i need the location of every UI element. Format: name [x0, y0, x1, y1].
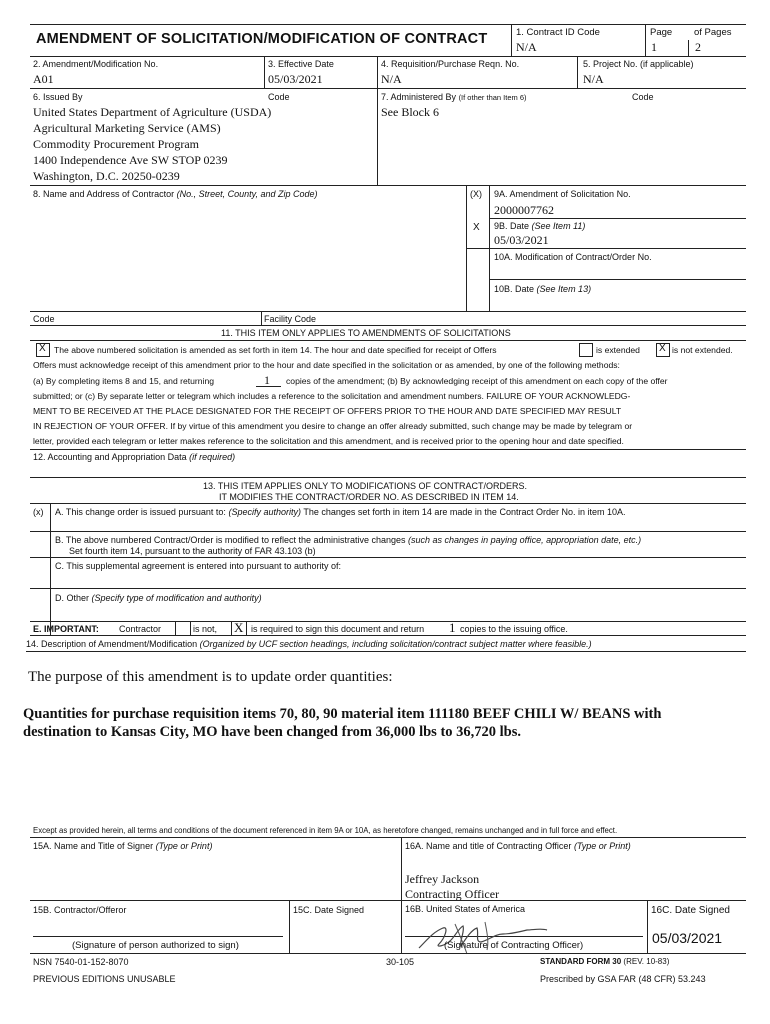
item14-label-note: (Organized by UCF section headings, including solicitation/contract subject matter where feasible.) — [199, 639, 592, 649]
officer-name: Jeffrey Jackson — [405, 872, 480, 886]
item13-heading1: 13. THIS ITEM APPLIES ONLY TO MODIFICATIONS OF CONTRACT/ORDERS. — [203, 481, 528, 491]
item13-heading2: IT MODIFIES THE CONTRACT/ORDER NO. AS DESCRIBED IN ITEM 14. — [219, 492, 519, 502]
amended-checkbox[interactable] — [36, 343, 50, 357]
standard-form-rev: (REV. 10-83) — [623, 957, 670, 966]
item11-line1: The above numbered solicitation is amended as set forth in item 14. The hour and date specified for receipt of Offers — [54, 345, 497, 355]
item11-line3b: copies of the amendment; (b) By acknowledging receipt of this amendment on each copy of the offer — [286, 376, 668, 386]
form-code: 30-105 — [386, 957, 415, 967]
usa-label: 16B. United States of America — [405, 904, 526, 914]
page-value: 1 — [651, 40, 657, 54]
effective-date-value: 05/03/2021 — [268, 72, 323, 86]
signature-person-caption: (Signature of person authorized to sign) — [72, 940, 239, 951]
of-pages-label: of Pages — [694, 27, 732, 38]
item11-line3a: (a) By completing items 8 and 15, and returning — [33, 376, 215, 386]
accounting-label-note: (if required) — [189, 452, 236, 462]
item11-line2: Offers must acknowledge receipt of this amendment prior to the hour and date specified in the solicitation or as amended, by one of the following methods: — [33, 360, 620, 370]
not-extended-check-mark: X — [659, 343, 666, 354]
date-10b-text: 10B. Date — [494, 284, 535, 294]
nsn-number: NSN 7540-01-152-8070 — [33, 957, 129, 967]
contract-id-label: 1. Contract ID Code — [516, 27, 600, 38]
item13-b-text: B. The above numbered Contract/Order is modified to reflect the administrative changes — [55, 535, 406, 545]
item13-a-note: (Specify authority) — [228, 507, 301, 517]
important-contractor: Contractor — [119, 624, 162, 634]
item13-a-text2: The changes set forth in item 14 are made in the Contract Order No. in item 10A. — [303, 507, 626, 517]
of-pages-value: 2 — [695, 40, 701, 54]
officer-name-label — [405, 841, 631, 851]
item13-b-text2: Set fourth item 14, pursuant to the authority of FAR 43.103 (b) — [69, 546, 316, 556]
solicitation-x-mark: X — [473, 222, 480, 233]
date-10b-label — [494, 284, 591, 294]
amendment-no-label: 2. Amendment/Modification No. — [33, 59, 159, 69]
signature-officer-caption: (Signature of Contracting Officer) — [444, 940, 584, 951]
standard-form-name: STANDARD FORM 30 — [540, 957, 622, 966]
amendment-solicitation-value: 2000007762 — [494, 203, 554, 217]
signer-name-label-text: 15A. Name and Title of Signer — [33, 841, 154, 851]
administered-by-text: 7. Administered By — [381, 92, 457, 102]
except-clause: Except as provided herein, all terms and conditions of the document referenced in item 9A or 10A, as heretofore changed, remains unchanged and in full force and effect. — [33, 826, 618, 835]
issued-line-2: Agricultural Marketing Service (AMS) — [33, 121, 221, 135]
officer-name-label-note: (Type or Print) — [573, 841, 631, 851]
issued-line-4: 1400 Independence Ave SW STOP 0239 — [33, 153, 228, 167]
administered-by-note: (If other than Item 6) — [458, 93, 527, 102]
item13-a-text: A. This change order is issued pursuant to: — [55, 507, 226, 517]
item13-d-text: D. Other — [55, 593, 90, 603]
item13-x-header: (x) — [33, 507, 44, 517]
contractor-label — [33, 189, 318, 199]
officer-date-value: 05/03/2021 — [652, 930, 723, 946]
amendment-purpose: The purpose of this amendment is to update order quantities: — [28, 669, 393, 685]
contractor-date-label: 15C. Date Signed — [293, 905, 365, 915]
officer-name-label-text: 16A. Name and title of Contracting Officer — [405, 841, 572, 851]
signer-name-label-note: (Type or Print) — [155, 841, 213, 851]
item11-line7: letter, provided each telegram or letter makes reference to the solicitation and this amendment, and is received prior to the opening hour and date specified. — [33, 436, 624, 446]
officer-signature — [415, 918, 595, 958]
modification-contract-label: 10A. Modification of Contract/Order No. — [494, 252, 652, 262]
previous-editions: PREVIOUS EDITIONS UNUSABLE — [33, 974, 176, 984]
issued-line-5: Washington, D.C. 20250-0239 — [33, 169, 180, 183]
requisition-no-label: 4. Requisition/Purchase Reqn. No. — [381, 59, 520, 69]
administered-by-label — [381, 92, 527, 102]
item13-a — [55, 507, 626, 517]
x-column-header: (X) — [470, 189, 482, 199]
amendment-body-line2: destination to Kansas City, MO have been changed from 36,000 lbs to 36,720 lbs. — [23, 724, 522, 740]
item11-heading: 11. THIS ITEM ONLY APPLIES TO AMENDMENTS OF SOLICITATIONS — [221, 328, 511, 338]
date-9b-text: 9B. Date — [494, 221, 530, 231]
contractor-label-text: 8. Name and Address of Contractor — [33, 189, 175, 199]
important-is-required: is required to sign this document and return — [251, 624, 425, 634]
amended-check-mark: X — [39, 343, 46, 354]
is-required-checkbox[interactable] — [231, 621, 247, 636]
item13-d — [55, 593, 262, 603]
effective-date-label: 3. Effective Date — [268, 59, 334, 69]
is-not-extended-label: is not extended. — [672, 345, 733, 355]
contractor-label-note: (No., Street, County, and Zip Code) — [176, 189, 318, 199]
project-no-value: N/A — [583, 72, 604, 86]
issued-code-label: Code — [268, 92, 290, 102]
amendment-solicitation-label: 9A. Amendment of Solicitation No. — [494, 189, 631, 199]
is-not-checkbox[interactable] — [175, 621, 191, 636]
prescribed-by: Prescribed by GSA FAR (48 CFR) 53.243 — [540, 974, 706, 984]
contractor-offeror-label: 15B. Contractor/Offeror — [33, 905, 127, 915]
officer-title: Contracting Officer — [405, 887, 500, 901]
item13-b — [55, 535, 641, 545]
item13-b-note: (such as changes in paying office, appropriation date, etc.) — [408, 535, 642, 545]
date-9b-note: (See Item 11) — [531, 221, 586, 231]
date-9b-value: 05/03/2021 — [494, 233, 549, 247]
important-is-not: is not, — [193, 624, 218, 634]
important-copies-value: 1 — [449, 620, 456, 635]
contract-id-value: N/A — [516, 40, 537, 54]
administered-code-label: Code — [632, 92, 654, 102]
contractor-code-label: Code — [33, 314, 55, 324]
date-9b-label — [494, 221, 585, 231]
issued-line-3: Commodity Procurement Program — [33, 137, 199, 151]
item11-line5: MENT TO BE RECEIVED AT THE PLACE DESIGNATED FOR THE RECEIPT OF OFFERS PRIOR TO THE HOUR AND DATE SPECIFIED MAY RESULT — [33, 406, 622, 416]
item13-c: C. This supplemental agreement is entered into pursuant to authority of: — [55, 561, 341, 571]
amendment-body-line1: Quantities for purchase requisition items 70, 80, 90 material item 111180 BEEF CHILI W/ BEANS with — [23, 706, 662, 722]
facility-code-label: Facility Code — [264, 314, 317, 324]
issued-line-1: United States Department of Agriculture (USDA) — [33, 105, 272, 119]
important-copies-tail: copies to the issuing office. — [460, 624, 568, 634]
copies-value: 1 — [264, 373, 270, 387]
important-label: E. IMPORTANT: — [33, 624, 99, 634]
amendment-no-value: A01 — [33, 72, 54, 86]
page-label: Page — [650, 27, 673, 38]
item13-d-note: (Specify type of modification and authority) — [91, 593, 262, 603]
officer-date-label: 16C. Date Signed — [651, 905, 730, 916]
is-extended-label: is extended — [596, 345, 640, 355]
standard-form — [540, 957, 669, 966]
extended-checkbox[interactable] — [579, 343, 593, 357]
accounting-label — [33, 452, 235, 462]
not-extended-checkbox[interactable] — [656, 343, 670, 357]
item14-label-text: 14. Description of Amendment/Modification — [26, 639, 198, 649]
form-title: AMENDMENT OF SOLICITATION/MODIFICATION OF CONTRACT — [36, 31, 488, 47]
accounting-label-text: 12. Accounting and Appropriation Data — [33, 452, 187, 462]
is-required-check-mark: X — [234, 620, 244, 635]
signer-name-label — [33, 841, 212, 851]
project-no-label: 5. Project No. (if applicable) — [583, 59, 694, 69]
administered-by-value: See Block 6 — [381, 105, 439, 119]
item11-line6: IN REJECTION OF YOUR OFFER. If by virtue of this amendment you desire to change an offer already submitted, such change may be made by telegram or — [33, 421, 633, 431]
requisition-no-value: N/A — [381, 72, 402, 86]
issued-by-label: 6. Issued By — [33, 92, 83, 102]
date-10b-note: (See Item 13) — [536, 284, 592, 294]
item14-label — [26, 639, 592, 649]
item11-line4: submitted; or (c) By separate letter or telegram which includes a reference to the solicitation and amendment numbers. FAILURE OF YOUR ACKNOWLEDG- — [33, 391, 631, 401]
